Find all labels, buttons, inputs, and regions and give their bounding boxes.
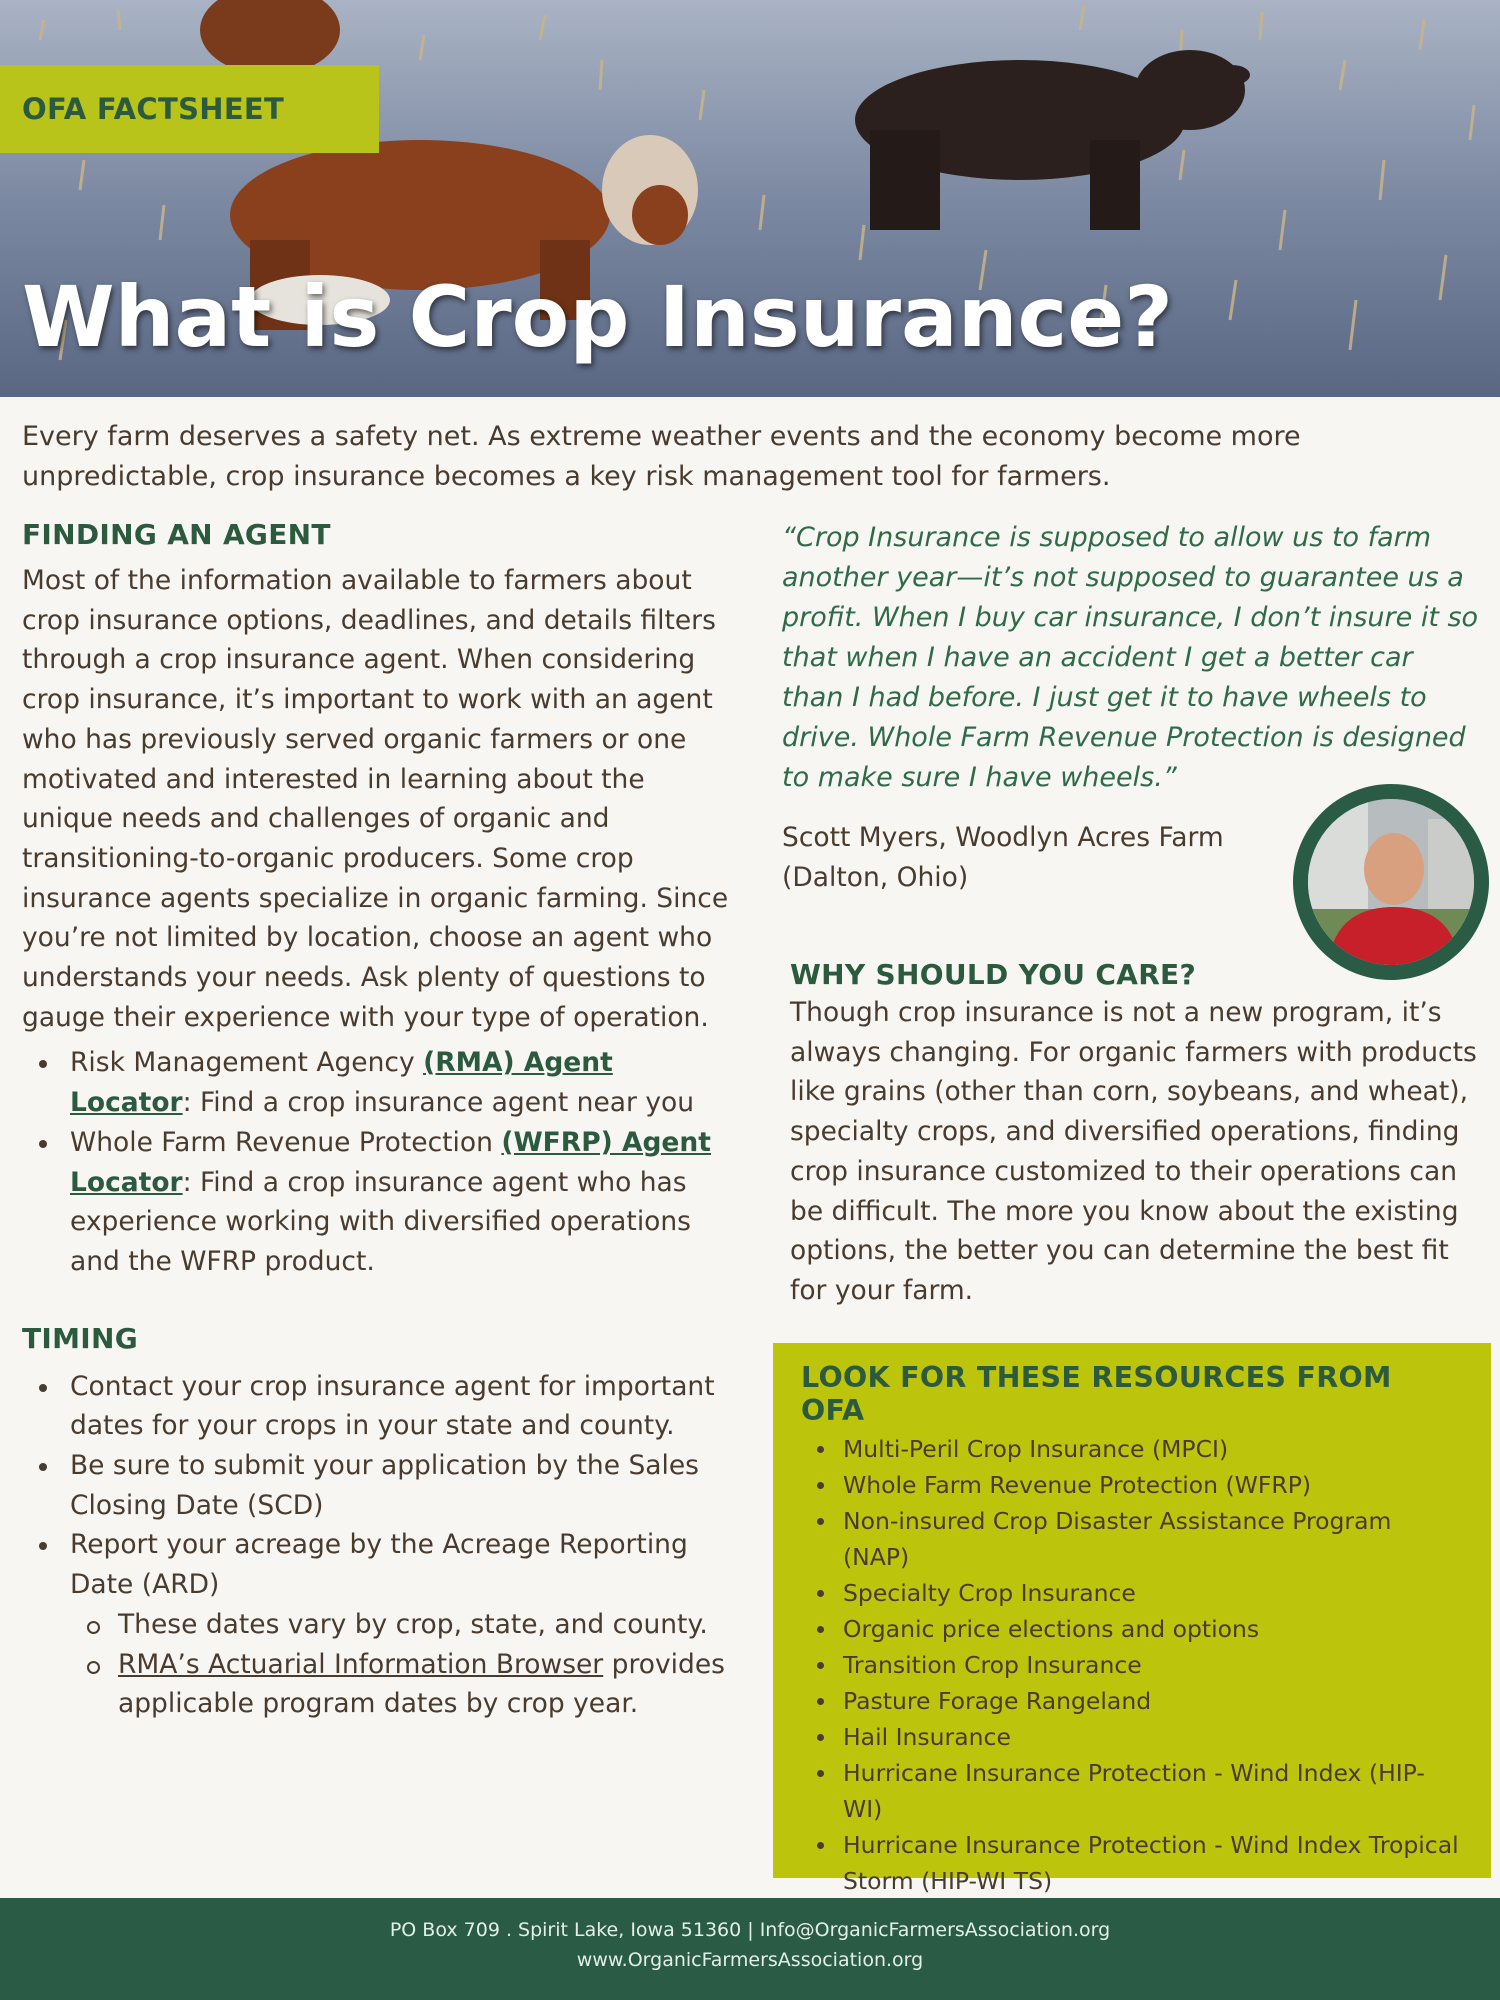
agent-locator-list <box>22 1043 734 1281</box>
rma-agent-locator-link[interactable]: (RMA) Agent Locator <box>70 1047 613 1119</box>
list-item: Hurricane Insurance Protection - Wind Index (HIP-WI) <box>801 1755 1463 1827</box>
quote-attribution <box>782 818 1302 898</box>
resources-heading: LOOK FOR THESE RESOURCES FROM OFA <box>801 1361 1392 1427</box>
attribution-name: Scott Myers, Woodlyn Acres Farm <box>782 822 1224 853</box>
footer <box>0 1898 1500 2000</box>
list-item <box>70 1645 734 1724</box>
list-item-text: Report your acreage by the Acreage Reporting Date (ARD) <box>70 1529 688 1601</box>
farmer-portrait <box>1308 799 1474 965</box>
resources-list <box>801 1431 1463 1899</box>
finding-agent-body: Most of the information available to farmers about crop insurance options, deadlines, and details filters through a crop insurance agent. When considering crop insurance, it’s important to work with an agent who has previously served organic farmers or one motivated and interested in learning about the unique needs and challenges of organic and transitioning-to-organic producers. Some crop insurance agents specialize in organic farming. Since you’re not limited by location, choose an agent who understands your needs. Ask plenty of questions to gauge their experience with your type of operation. <box>22 565 729 1033</box>
list-item: Transition Crop Insurance <box>801 1647 1463 1683</box>
list-item: Non-insured Crop Disaster Assistance Program (NAP) <box>801 1503 1463 1575</box>
why-care-section <box>790 958 1490 1311</box>
finding-agent-heading: FINDING AN AGENT <box>22 518 331 551</box>
list-item: Pasture Forage Rangeland <box>801 1683 1463 1719</box>
left-column <box>22 518 734 1724</box>
timing-list <box>22 1367 734 1724</box>
list-item: Multi-Peril Crop Insurance (MPCI) <box>801 1431 1463 1467</box>
list-item: Specialty Crop Insurance <box>801 1575 1463 1611</box>
list-item-text: : Find a crop insurance agent who has experience working with diversified operations and the WFRP product. <box>70 1166 691 1277</box>
actuarial-browser-link[interactable]: RMA’s Actuarial Information Browser <box>118 1648 604 1680</box>
intro-paragraph: Every farm deserves a safety net. As extreme weather events and the economy become more unpredictable, crop insurance becomes a key risk management tool for farmers. <box>22 421 1301 492</box>
list-item: Be sure to submit your application by the Sales Closing Date (SCD) <box>22 1446 734 1525</box>
list-item: Hail Insurance <box>801 1719 1463 1755</box>
list-item-text: provides applicable program dates by crop year. <box>118 1648 725 1720</box>
list-item <box>22 1525 734 1724</box>
list-item: Organic price elections and options <box>801 1611 1463 1647</box>
factsheet-badge <box>0 65 379 153</box>
footer-address: PO Box 709 . Spirit Lake, Iowa 51360 | Info@OrganicFarmersAssociation.org <box>389 1919 1111 1941</box>
avatar <box>1293 784 1489 980</box>
list-item: Whole Farm Revenue Protection (WFRP) <box>801 1467 1463 1503</box>
resources-box <box>773 1343 1491 1895</box>
list-item <box>22 1043 734 1122</box>
list-item-text: Risk Management Agency <box>70 1047 424 1079</box>
why-care-heading: WHY SHOULD YOU CARE? <box>790 958 1197 991</box>
list-item-text: Whole Farm Revenue Protection <box>70 1126 502 1158</box>
list-item <box>22 1123 734 1282</box>
list-item-text: : Find a crop insurance agent near you <box>182 1087 695 1119</box>
timing-sub-list <box>70 1605 734 1724</box>
footer-website: www.OrganicFarmersAssociation.org <box>576 1949 924 1971</box>
farmer-quote: “Crop Insurance is supposed to allow us to farm another year—it’s not supposed to guarantee us a profit. When I buy car insurance, I don’t insure it so that when I have an accident I get a better car than I had before. I just get it to have wheels to drive. Whole Farm Revenue Protection is designed to make sure I have wheels.” <box>782 522 1479 793</box>
attribution-place: (Dalton, Ohio) <box>782 862 969 893</box>
why-care-body: Though crop insurance is not a new program, it’s always changing. For organic farmers with products like grains (other than corn, soybeans, and wheat), specialty crops, and diversified operations, finding crop insurance customized to their operations can be difficult. The more you know about the existing options, the better you can determine the best fit for your farm. <box>790 997 1477 1306</box>
wfrp-agent-locator-link[interactable]: (WFRP) Agent Locator <box>70 1126 711 1198</box>
list-item: These dates vary by crop, state, and county. <box>70 1605 734 1645</box>
page-title: What is Crop Insurance? <box>22 268 1173 366</box>
hero-image <box>0 0 1500 397</box>
farmer-portrait-icon <box>1308 799 1474 965</box>
factsheet-badge-label: OFA FACTSHEET <box>22 92 285 126</box>
timing-heading: TIMING <box>22 1321 139 1355</box>
list-item: Contact your crop insurance agent for important dates for your crops in your state and county. <box>22 1367 734 1446</box>
list-item: Hurricane Insurance Protection - Wind Index Tropical Storm (HIP-WI TS) <box>801 1827 1463 1899</box>
